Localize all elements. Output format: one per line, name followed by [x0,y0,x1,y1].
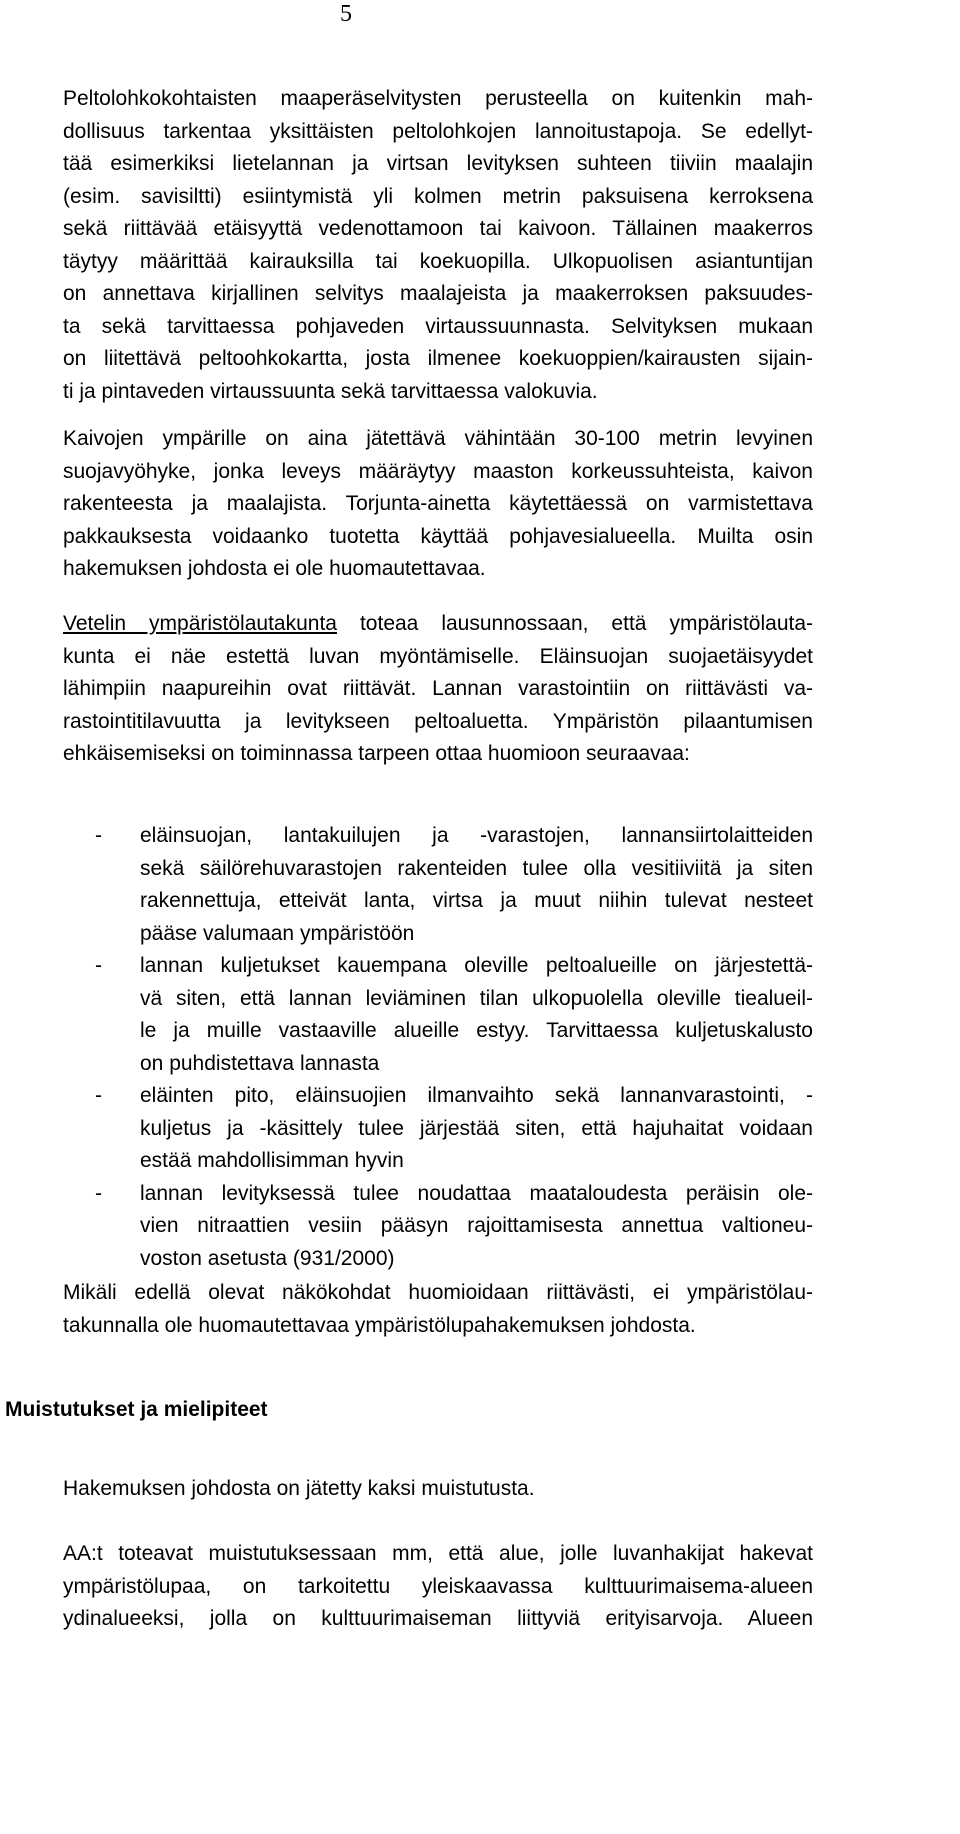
list-item [95,820,813,950]
text-line: lähimpiin naapureihin ovat riittävät. Lannan varastointiin on riittävästi va- [63,677,813,700]
page-number: 5 [340,1,352,27]
text-line: voston asetusta (931/2000) [140,1246,395,1270]
text-line: AA:t toteavat muistutuksessaan mm, että alue, jolle luvanhakijat hakevat [63,1542,813,1565]
text-line: le ja muille vastaaville alueille estyy. Tarvittaessa kuljetuskalusto [140,1019,813,1042]
list-item [95,1080,813,1178]
text-line: Peltolohkokohtaisten maaperäselvitysten perusteella on kuitenkin mah- [63,87,813,110]
text-line: Kaivojen ympärille on aina jätettävä vähintään 30-100 metrin levyinen [63,427,813,450]
paragraph-1 [63,83,813,408]
text-line: Hakemuksen johdosta on jätetty kaksi muistutusta. [63,1477,535,1500]
text-line: lannan kuljetukset kauempana oleville peltoalueille on järjestettä- [140,954,813,977]
text-line: rakennettuja, etteivät lanta, virtsa ja muut niihin tulevat nesteet [140,889,813,912]
text-line: ti ja pintaveden virtaussuunta sekä tarvittaessa valokuvia. [63,379,598,403]
text-line: (esim. savisiltti) esiintymistä yli kolmen metrin paksuisena kerroksena [63,184,813,208]
text-line: sekä riittävää etäisyyttä vedenottamoon tai kaivoon. Tällainen maakerros [63,217,813,240]
list-item [95,950,813,1080]
text-line: dollisuus tarkentaa yksittäisten peltolohkojen lannoitustapoja. Se edellyt- [63,119,813,143]
paragraph-3 [63,608,813,771]
text-line: täytyy määrittää kairauksilla tai koekuopilla. Ulkopuolisen asiantuntijan [63,249,813,273]
text-line: ta sekä tarvittaessa pohjaveden virtaussuunnasta. Selvityksen mukaan [63,314,813,338]
text-line: hakemuksen johdosta ei ole huomautettavaa. [63,557,486,580]
text-line: ympäristölupaa, on tarkoitettu yleiskaavassa kulttuurimaisema-alueen [63,1574,813,1598]
text-line: eläinsuojan, lantakuilujen ja -varastojen, lannansiirtolaitteiden [140,824,813,847]
list-item [95,1178,813,1276]
text-line: sekä säilörehuvarastojen rakenteiden tulee olla vesitiiviitä ja siten [140,856,813,880]
text-line: takunnalla ole huomautettavaa ympäristölupahakemuksen johdosta. [63,1313,696,1337]
list-dash: - [95,1181,102,1205]
text-line: Mikäli edellä olevat näkökohdat huomioidaan riittävästi, ei ympäristölau- [63,1281,813,1304]
list-dash: - [95,1084,102,1107]
text-line: vä siten, että lannan leviäminen tilan ulkopuolella oleville tiealueil- [140,986,813,1010]
text-line: rakenteesta ja maalajista. Torjunta-ainetta käytettäessä on varmistettava [63,492,813,515]
text-line: vien nitraattien vesiin pääsyn rajoittamisesta annettua valtioneu- [140,1214,813,1237]
paragraph-2 [63,423,813,586]
conditions-list [95,820,813,1275]
text-line: suojavyöhyke, jonka leveys määräytyy maaston korkeussuhteista, kaivon [63,459,813,483]
paragraph-5 [63,1473,813,1506]
text-fragment: toteaa lausunnossaan, että ympäristölauta- [336,612,814,635]
text-line: pakkauksesta voidaanko tuotetta käyttää pohjavesialueella. Muilta osin [63,524,813,548]
text-line [63,608,813,641]
text-line: kuljetus ja -käsittely tulee järjestää siten, että hajuhaitat voidaan [140,1116,813,1140]
list-dash: - [95,824,102,847]
text-line: tää esimerkiksi lietelannan ja virtsan levityksen suhteen tiiviin maalajin [63,152,813,175]
text-line: on liitettävä peltoohkokartta, josta ilmenee koekuoppien/kairausten sijain- [63,347,813,370]
text-line: lannan levityksessä tulee noudattaa maataloudesta peräisin ole- [140,1181,813,1205]
list-dash: - [95,954,102,977]
text-line: pääse valumaan ympäristöön [140,921,415,945]
text-line: eläinten pito, eläinsuojien ilmanvaihto sekä lannanvarastointi, - [140,1084,813,1107]
text-line: on puhdistettava lannasta [140,1051,380,1075]
paragraph-6 [63,1538,813,1636]
paragraph-4 [63,1277,813,1342]
text-line: on annettava kirjallinen selvitys maalajeista ja maakerroksen paksuudes- [63,282,813,305]
text-line: kunta ei näe estettä luvan myöntämiselle. Eläinsuojan suojaetäisyydet [63,644,813,668]
text-line: ehkäisemiseksi on toiminnassa tarpeen ottaa huomioon seuraavaa: [63,742,690,765]
section-heading: Muistutukset ja mielipiteet [5,1398,268,1421]
text-line: rastointitilavuutta ja levitykseen peltoaluetta. Ympäristön pilaantumisen [63,709,813,733]
text-line: estää mahdollisimman hyvin [140,1149,404,1172]
text-line: ydinalueeksi, jolla on kulttuurimaiseman liittyviä erityisarvoja. Alueen [63,1607,813,1630]
authority-name: Vetelin ympäristölautakunta [63,612,337,635]
